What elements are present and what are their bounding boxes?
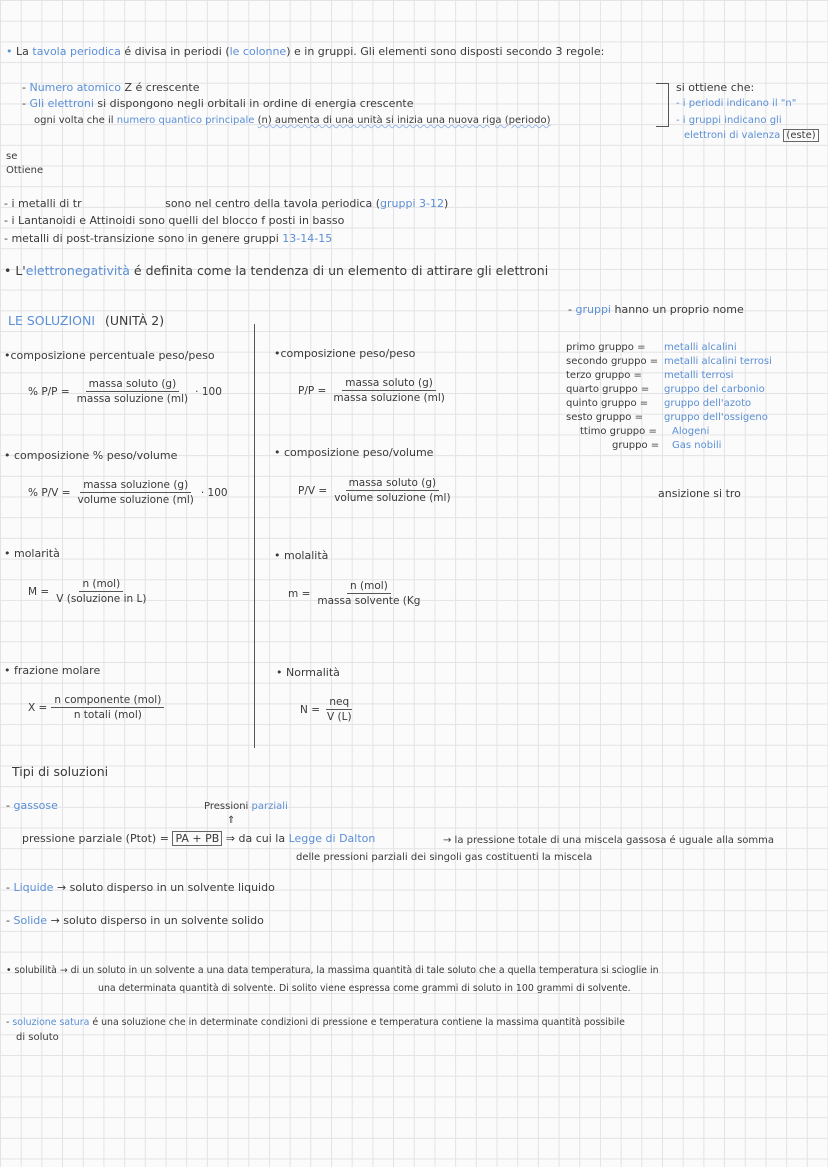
metals-line-1 xyxy=(4,197,448,210)
group-value: metalli alcalini xyxy=(664,342,737,353)
pressioni-arrow: ⇑ xyxy=(227,815,236,826)
group-value: gruppo dell'ossigeno xyxy=(664,412,768,423)
mol-num: n (mol) xyxy=(79,578,123,592)
metals-line-3 xyxy=(4,232,332,245)
electroneg-blue: elettronegatività xyxy=(25,263,130,278)
mol-lhs: M = xyxy=(28,585,50,598)
group-key: gruppo = xyxy=(612,440,660,451)
liquide-dash: - xyxy=(6,881,10,894)
cp-pv-lhs: % P/V = xyxy=(28,486,71,499)
electroneg-post: é definita come la tendenza di un elemento di attirare gli elettroni xyxy=(133,263,549,278)
electroneg-line xyxy=(4,264,548,277)
liquide-post: → soluto disperso in un solvente liquido xyxy=(56,881,275,894)
cp-pv-num: massa soluzione (g) xyxy=(80,479,191,493)
group-key: secondo gruppo = xyxy=(566,356,659,367)
group-key: quarto gruppo = xyxy=(566,384,650,395)
rules-bracket-bottom xyxy=(656,126,668,127)
metals-line-2: - i Lantanoidi e Attinoidi sono quelli del blocco f posti in basso xyxy=(4,214,345,227)
c-pp-den: massa soluzione (ml) xyxy=(333,392,445,404)
group-key: terzo gruppo = xyxy=(566,370,642,381)
molal-den: massa solvente (Kg xyxy=(317,595,421,607)
pp-dalton: Legge di Dalton xyxy=(288,832,376,845)
tipi-title: Tipi di soluzioni xyxy=(12,764,109,779)
mol-formula xyxy=(28,578,149,605)
side-line-2b: elettroni di valenza xyxy=(684,130,781,141)
rule-3 xyxy=(34,114,551,127)
group-value: Gas nobili xyxy=(672,440,722,451)
gassose-label: gassose xyxy=(13,799,58,812)
cp-pp-den: massa soluzione (ml) xyxy=(76,393,189,405)
cp-pp-lhs: % P/P = xyxy=(28,385,70,398)
group-value: gruppo dell'azoto xyxy=(664,398,752,409)
group-key: ttimo gruppo = xyxy=(580,426,657,437)
gassose-line xyxy=(6,799,58,812)
intro-colonne: le colonne xyxy=(229,45,287,58)
metals-3a: - metalli di post-transizione sono in genere gruppi xyxy=(4,232,279,245)
group-key: quinto gruppo = xyxy=(566,398,649,409)
cp-pv-title: • composizione % peso/volume xyxy=(4,449,178,462)
side-line-1: - i periodi indicano il "n" xyxy=(676,98,797,109)
group-value: metalli alcalini terrosi xyxy=(664,356,772,367)
molal-lhs: m = xyxy=(288,587,311,600)
norm-num: neq xyxy=(326,696,352,710)
groups-dash: - xyxy=(568,303,572,316)
se-label: se xyxy=(6,151,18,162)
groups-blue: gruppi xyxy=(575,303,611,316)
satura-line-2: di soluto xyxy=(16,1032,59,1043)
rules-bracket-top xyxy=(656,83,668,84)
soluzioni-title-text: LE SOLUZIONI xyxy=(8,313,96,328)
intro-line xyxy=(6,45,604,58)
fraz-lhs: X = xyxy=(28,701,48,714)
metals-1a: - i metalli di tr xyxy=(4,197,82,210)
metals-1-blue: gruppi 3-12 xyxy=(380,197,444,210)
metals-1b: sono nel centro della tavola periodica ( xyxy=(165,197,381,210)
c-pp-formula xyxy=(298,377,448,404)
side-line-2a: - i gruppi indicano gli xyxy=(676,115,782,126)
pressioni-b: parziali xyxy=(251,801,288,812)
soluzioni-title xyxy=(8,314,164,327)
molal-title: • molalità xyxy=(274,549,329,562)
rule-3-pre: ogni volta che il xyxy=(34,115,114,126)
c-pv-lhs: P/V = xyxy=(298,484,328,497)
pp-post: → la pressione totale di una miscela gassosa é uguale alla somma xyxy=(443,835,775,846)
side-line-2c: (este) xyxy=(783,129,818,142)
rules-bracket xyxy=(668,83,669,127)
groups-tail: ansizione si tro xyxy=(658,487,741,500)
norm-formula xyxy=(300,696,355,723)
c-pp-num: massa soluto (g) xyxy=(342,377,436,391)
norm-lhs: N = xyxy=(300,703,320,716)
c-pv-den: volume soluzione (ml) xyxy=(334,492,451,504)
pp-line xyxy=(22,832,375,845)
group-value: metalli terrosi xyxy=(664,370,734,381)
pp-mid: ⇒ da cui la xyxy=(225,832,286,845)
pressioni-note xyxy=(204,800,288,813)
c-pv-num: massa soluto (g) xyxy=(346,477,440,491)
pressioni-a: Pressioni xyxy=(204,801,249,812)
liquide-label: Liquide xyxy=(13,881,54,894)
fraz-formula xyxy=(28,694,164,721)
satura-label: soluzione satura xyxy=(12,1017,90,1028)
mol-den: V (soluzione in L) xyxy=(56,593,147,605)
pp-pre: pressione parziale (Ptot) = xyxy=(22,832,169,845)
intro-mid: é divisa in periodi ( xyxy=(124,45,230,58)
gassose-dash: - xyxy=(6,799,10,812)
cp-pv-den: volume soluzione (ml) xyxy=(77,494,194,506)
solubilita-line-1: • solubilità → di un soluto in un solvente a una data temperatura, la massima quantità di tale soluto che a quella temperatura si scioglie in xyxy=(6,965,659,976)
fraz-title: • frazione molare xyxy=(4,664,101,677)
soluzioni-unit: (UNITÀ 2) xyxy=(105,313,165,328)
metals-1c: ) xyxy=(443,197,449,210)
rule-2-post: si dispongono negli orbitali in ordine di energia crescente xyxy=(97,97,414,110)
groups-post: hanno un proprio nome xyxy=(614,303,744,316)
rule-1-dash: - xyxy=(22,81,26,94)
fraz-num: n componente (mol) xyxy=(51,694,164,708)
liquide-line xyxy=(6,881,275,894)
solide-dash: - xyxy=(6,914,10,927)
group-value: Alogeni xyxy=(672,426,710,437)
solide-line xyxy=(6,914,264,927)
rule-2 xyxy=(22,97,414,110)
group-value: gruppo del carbonio xyxy=(664,384,765,395)
pp-box: PA + PB xyxy=(172,831,222,846)
group-key: sesto gruppo = xyxy=(566,412,643,423)
side-title: si ottiene che: xyxy=(676,81,755,94)
satura-line-1 xyxy=(6,1016,625,1029)
c-pv-formula xyxy=(298,477,454,504)
cp-pp-title: •composizione percentuale peso/peso xyxy=(4,349,215,362)
pp-post2: delle pressioni parziali dei singoli gas costituenti la miscela xyxy=(296,852,593,863)
norm-den: V (L) xyxy=(327,711,352,723)
fraz-den: n totali (mol) xyxy=(73,709,142,721)
satura-dash: - xyxy=(6,1017,10,1028)
cp-pv-formula xyxy=(28,479,228,506)
norm-title: • Normalità xyxy=(276,666,340,679)
rule-2-dash: - xyxy=(22,97,26,110)
molal-num: n (mol) xyxy=(347,580,391,594)
group-key: primo gruppo = xyxy=(566,342,646,353)
groups-title xyxy=(568,303,744,316)
rule-1-post: Z é crescente xyxy=(124,81,200,94)
intro-tavola: tavola periodica xyxy=(32,45,121,58)
rule-1-blue: Numero atomico xyxy=(29,81,122,94)
c-pv-title: • composizione peso/volume xyxy=(274,446,434,459)
solide-post: → soluto disperso in un solvente solido xyxy=(50,914,264,927)
metals-3-blue: 13-14-15 xyxy=(282,232,333,245)
cp-pp-formula xyxy=(28,378,222,405)
c-pp-title: •composizione peso/peso xyxy=(274,347,416,360)
satura-post: é una soluzione che in determinate condizioni di pressione e temperatura contiene la massima quantità possibile xyxy=(92,1017,625,1028)
rule-3-post: (n) aumenta di una unità si inizia una nuova riga (periodo) xyxy=(257,115,551,126)
intro-pre: La xyxy=(16,45,29,58)
electroneg-pre: • L' xyxy=(4,263,26,278)
cp-pp-mul: · 100 xyxy=(195,385,222,398)
solide-label: Solide xyxy=(13,914,48,927)
c-pp-lhs: P/P = xyxy=(298,384,327,397)
ottiene-label: Ottiene xyxy=(6,165,44,176)
rule-2-blue: Gli elettroni xyxy=(29,97,94,110)
cp-pv-mul: · 100 xyxy=(200,486,228,499)
intro-bullet: • xyxy=(6,45,13,58)
side-line-2 xyxy=(684,129,819,142)
cp-pp-num: massa soluto (g) xyxy=(86,378,180,392)
molal-formula xyxy=(288,580,423,607)
rule-1 xyxy=(22,81,200,94)
column-divider xyxy=(254,324,255,748)
rule-3-blue: numero quantico principale xyxy=(116,115,255,126)
intro-post: ) e in gruppi. Gli elementi sono disposti secondo 3 regole: xyxy=(286,45,605,58)
mol-title: • molarità xyxy=(4,547,60,560)
solubilita-line-2: una determinata quantità di solvente. Di solito viene espressa come grammi di soluto in 100 grammi di solvente. xyxy=(98,983,631,994)
